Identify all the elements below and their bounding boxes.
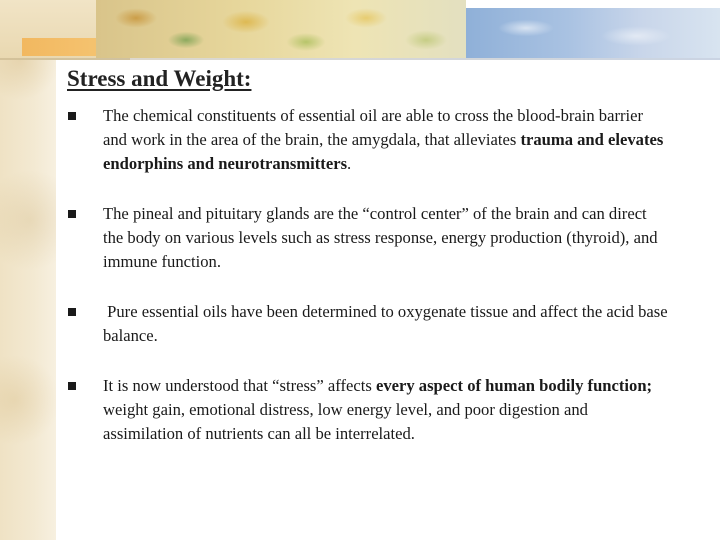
bullet-text-normal: The chemical constituents of essential oil are able to cross the blood-brain barrier and work in the area of the brain, the amygdala, that alleviates [103, 106, 644, 149]
banner-divider [0, 58, 720, 60]
banner-leaf-pattern [96, 0, 466, 58]
banner-blue-pattern [466, 8, 720, 58]
square-bullet-icon [68, 382, 76, 390]
bullet-text-normal: Pure essential oils have been determined to oxygenate tissue and affect the acid base balance. [103, 302, 672, 345]
bullet-text-bold: trauma and elevates endorphins and neurotransmitters [103, 130, 664, 173]
bullet-text-bold: every aspect of human bodily function; [375, 376, 653, 395]
left-decorative-band [0, 0, 56, 540]
square-bullet-icon [68, 210, 76, 218]
bullet-text-normal: weight gain, emotional distress, low energy level, and poor digestion and assimilation of nutrients can all be interrelated. [103, 400, 588, 443]
bullet-item [68, 374, 668, 446]
square-bullet-icon [68, 112, 76, 120]
square-bullet-icon [68, 308, 76, 316]
bullet-list [68, 104, 672, 446]
bullet-text-normal: . [347, 154, 352, 173]
slide-title: Stress and Weight: [67, 66, 252, 91]
bullet-item [68, 202, 668, 274]
header-banner-image [0, 0, 720, 60]
bullet-item [68, 300, 672, 348]
bullet-text-normal: The pineal and pituitary glands are the “control center” of the brain and can direct the body on various levels such as stress response, energy production (thyroid), and immune function. [103, 204, 658, 271]
bullet-item [68, 104, 668, 176]
bullet-text-normal: It is now understood that “stress” affects [103, 376, 376, 395]
